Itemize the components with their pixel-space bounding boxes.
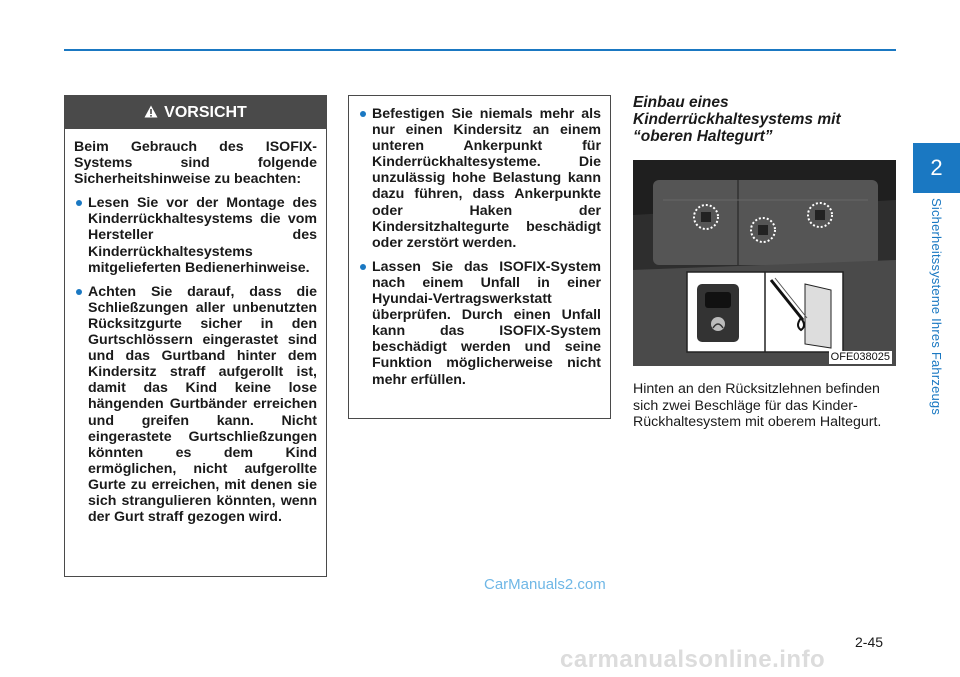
caution-intro: Beim Gebrauch des ISOFIX-Systems sind folgende Sicherheitshinweise zu beachten: [74, 139, 317, 188]
caution-body [65, 129, 326, 525]
caution-header-label: VORSICHT [164, 103, 247, 121]
site-watermark: carmanualsonline.info [560, 646, 826, 673]
cargo-area-illustration [633, 160, 896, 366]
chapter-number-tab: 2 [913, 143, 960, 193]
caution-continued-bullet-list [358, 106, 601, 388]
figure-code: OFE038025 [830, 351, 890, 363]
chapter-title: Sicherheitssysteme Ihres Fahrzeugs [929, 198, 944, 416]
caution-box [64, 95, 327, 577]
section-body: Hinten an den Rücksitzlehnen befinden sich zwei Beschläge für das Kinder-Rückhaltesystem mit oberem Haltegurt. [633, 381, 882, 430]
caution-bullet: Lassen Sie das ISOFIX-System nach einem Unfall in einer Hyundai-Vertragswerkstatt überprüfen. Durch einen Unfall kann das ISOFIX-System beschädigt werden und seine Funktion möglicherweise nicht mehr erfüllen. [358, 259, 601, 388]
caution-bullet: Lesen Sie vor der Montage des Kinderrückhaltesystems die vom Hersteller des Kinderrückhaltesystems mitgelieferten Bedienerhinweise. [74, 195, 317, 275]
caution-continued-box [348, 95, 611, 419]
top-rule [64, 49, 896, 51]
page-number: 2-45 [855, 634, 884, 650]
caution-bullet-list [74, 195, 317, 525]
caution-header [65, 96, 326, 129]
watermark: CarManuals2.com [484, 576, 606, 593]
caution-bullet: Achten Sie darauf, dass die Schließzungen aller unbenutzten Rücksitzgurte sicher in den Gurtschlössern eingerastet sind und das Gurtband hinter dem Kindersitz straff aufgerollt ist, damit das Kind keine lose hängenden Gurtbänder erreichen und greifen kann. Nicht eingerastete Gurtschließzungen könnten es dem Kind ermöglichen, nicht aufgerollte Gurte zu erreichen, mit denen sie sich strangulieren könnten, wenn der Gurt straff gezogen wird. [74, 284, 317, 525]
section-title: Einbau eines Kinderrückhaltesystems mit “oberen Haltegurt” [633, 94, 841, 145]
warning-triangle-icon [144, 105, 158, 120]
tether-anchor-figure [633, 160, 896, 366]
caution-bullet: Befestigen Sie niemals mehr als nur einen Kindersitz an einem unteren Ankerpunkt für Kinderrückhaltesysteme. Die unzulässig hohe Belastung kann dazu führen, dass Ankerpunkte oder Haken der Kindersitzhaltegurte beschädigt oder zerstört werden. [358, 106, 601, 251]
